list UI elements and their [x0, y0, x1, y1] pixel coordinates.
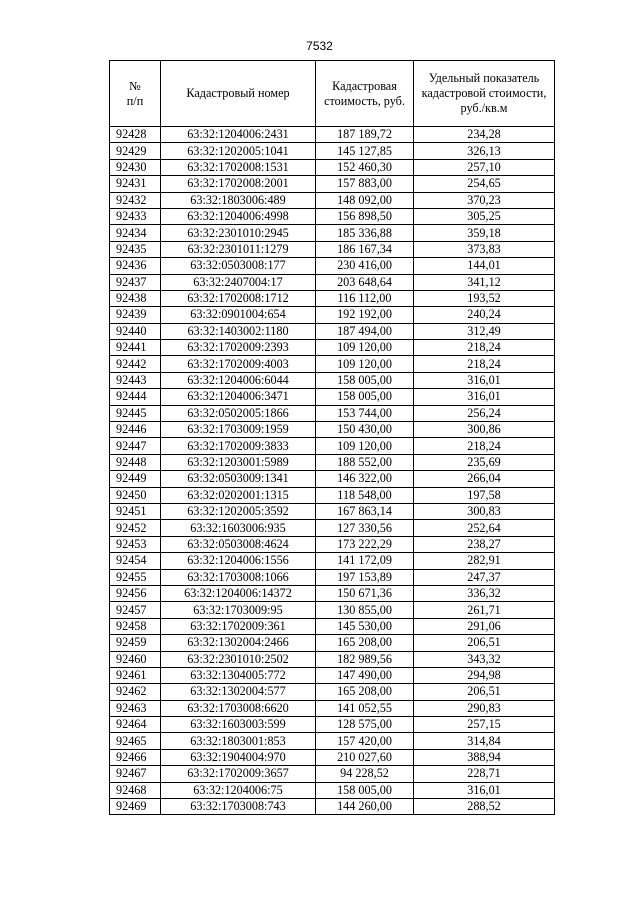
- cadastral-cost-cell: 173 222,29: [316, 536, 414, 552]
- table-row: [110, 749, 555, 765]
- cadastral-number-cell: 63:32:1304005:772: [161, 667, 316, 683]
- cadastral-number-cell: 63:32:1702008:1712: [161, 290, 316, 306]
- cadastral-number-cell: 63:32:1302004:577: [161, 684, 316, 700]
- table-row: [110, 520, 555, 536]
- specific-cost-cell: 256,24: [414, 405, 555, 421]
- cadastral-cost-cell: 210 027,60: [316, 749, 414, 765]
- row-number-cell: 92456: [110, 585, 161, 601]
- row-number-cell: 92466: [110, 749, 161, 765]
- specific-cost-cell: 193,52: [414, 290, 555, 306]
- row-number-cell: 92449: [110, 471, 161, 487]
- cadastral-cost-cell: 152 460,30: [316, 159, 414, 175]
- cadastral-cost-cell: 109 120,00: [316, 438, 414, 454]
- specific-cost-cell: 218,24: [414, 340, 555, 356]
- cadastral-number-cell: 63:32:1204006:1556: [161, 553, 316, 569]
- specific-cost-cell: 314,84: [414, 733, 555, 749]
- cadastral-number-cell: 63:32:1204006:6044: [161, 372, 316, 388]
- header-cadastral-number-label: Кадастровый номер: [186, 86, 290, 100]
- table-row: [110, 536, 555, 552]
- cadastral-cost-cell: 153 744,00: [316, 405, 414, 421]
- cadastral-cost-cell: 146 322,00: [316, 471, 414, 487]
- specific-cost-cell: 316,01: [414, 782, 555, 798]
- specific-cost-cell: 305,25: [414, 208, 555, 224]
- specific-cost-cell: 316,01: [414, 372, 555, 388]
- cadastral-cost-cell: 141 052,55: [316, 700, 414, 716]
- cadastral-number-cell: 63:32:1803001:853: [161, 733, 316, 749]
- cadastral-number-cell: 63:32:1302004:2466: [161, 635, 316, 651]
- row-number-cell: 92444: [110, 389, 161, 405]
- row-number-cell: 92462: [110, 684, 161, 700]
- row-number-cell: 92435: [110, 241, 161, 257]
- specific-cost-cell: 247,37: [414, 569, 555, 585]
- cadastral-cost-cell: 130 855,00: [316, 602, 414, 618]
- table-row: [110, 487, 555, 503]
- specific-cost-cell: 261,71: [414, 602, 555, 618]
- row-number-cell: 92439: [110, 307, 161, 323]
- table-row: [110, 651, 555, 667]
- table-row: [110, 143, 555, 159]
- cadastral-number-cell: 63:32:1703008:6620: [161, 700, 316, 716]
- header-specific-cost: [414, 61, 555, 127]
- table-row: [110, 503, 555, 519]
- specific-cost-cell: 291,06: [414, 618, 555, 634]
- page-number: 7532: [306, 39, 333, 53]
- cadastral-number-cell: 63:32:0503009:1341: [161, 471, 316, 487]
- specific-cost-cell: 234,28: [414, 127, 555, 143]
- row-number-cell: 92437: [110, 274, 161, 290]
- specific-cost-cell: 316,01: [414, 389, 555, 405]
- cadastral-cost-cell: 158 005,00: [316, 389, 414, 405]
- cadastral-number-cell: 63:32:1702008:2001: [161, 176, 316, 192]
- cadastral-number-cell: 63:32:0202001:1315: [161, 487, 316, 503]
- specific-cost-cell: 282,91: [414, 553, 555, 569]
- row-number-cell: 92438: [110, 290, 161, 306]
- header-row-number-label: № п/п: [126, 78, 144, 108]
- cadastral-cost-cell: 182 989,56: [316, 651, 414, 667]
- specific-cost-cell: 388,94: [414, 749, 555, 765]
- table-row: [110, 176, 555, 192]
- row-number-cell: 92460: [110, 651, 161, 667]
- cadastral-cost-cell: 156 898,50: [316, 208, 414, 224]
- row-number-cell: 92432: [110, 192, 161, 208]
- cadastral-cost-cell: 145 127,85: [316, 143, 414, 159]
- table-row: [110, 422, 555, 438]
- cadastral-number-cell: 63:32:1702009:3833: [161, 438, 316, 454]
- specific-cost-cell: 290,83: [414, 700, 555, 716]
- specific-cost-cell: 373,83: [414, 241, 555, 257]
- specific-cost-cell: 257,15: [414, 717, 555, 733]
- row-number-cell: 92452: [110, 520, 161, 536]
- cadastral-cost-cell: 145 530,00: [316, 618, 414, 634]
- row-number-cell: 92458: [110, 618, 161, 634]
- row-number-cell: 92448: [110, 454, 161, 470]
- table-row: [110, 684, 555, 700]
- table-row: [110, 717, 555, 733]
- cadastral-number-cell: 63:32:1702009:2393: [161, 340, 316, 356]
- row-number-cell: 92459: [110, 635, 161, 651]
- specific-cost-cell: 266,04: [414, 471, 555, 487]
- cadastral-number-cell: 63:32:1702009:3657: [161, 766, 316, 782]
- specific-cost-cell: 218,24: [414, 356, 555, 372]
- specific-cost-cell: 206,51: [414, 684, 555, 700]
- cadastral-number-cell: 63:32:1702009:4003: [161, 356, 316, 372]
- table-row: [110, 471, 555, 487]
- specific-cost-cell: 254,65: [414, 176, 555, 192]
- row-number-cell: 92451: [110, 503, 161, 519]
- cadastral-cost-cell: 158 005,00: [316, 782, 414, 798]
- row-number-cell: 92441: [110, 340, 161, 356]
- table-row: [110, 356, 555, 372]
- cadastral-cost-cell: 150 430,00: [316, 422, 414, 438]
- cadastral-cost-cell: 141 172,09: [316, 553, 414, 569]
- table-row: [110, 569, 555, 585]
- cadastral-cost-cell: 185 336,88: [316, 225, 414, 241]
- cadastral-number-cell: 63:32:1703008:743: [161, 799, 316, 815]
- row-number-cell: 92447: [110, 438, 161, 454]
- cadastral-cost-cell: 109 120,00: [316, 356, 414, 372]
- row-number-cell: 92465: [110, 733, 161, 749]
- table-row: [110, 307, 555, 323]
- cadastral-number-cell: 63:32:2301011:1279: [161, 241, 316, 257]
- specific-cost-cell: 228,71: [414, 766, 555, 782]
- cadastral-number-cell: 63:32:2301010:2945: [161, 225, 316, 241]
- cadastral-number-cell: 63:32:0901004:654: [161, 307, 316, 323]
- cadastral-number-cell: 63:32:0502005:1866: [161, 405, 316, 421]
- table-row: [110, 159, 555, 175]
- specific-cost-cell: 197,58: [414, 487, 555, 503]
- cadastral-cost-cell: 197 153,89: [316, 569, 414, 585]
- cadastral-number-cell: 63:32:1203001:5989: [161, 454, 316, 470]
- row-number-cell: 92429: [110, 143, 161, 159]
- specific-cost-cell: 206,51: [414, 635, 555, 651]
- cadastral-cost-cell: 230 416,00: [316, 258, 414, 274]
- table-row: [110, 618, 555, 634]
- header-cadastral-cost: [316, 61, 414, 127]
- table-header-row: [110, 61, 555, 127]
- specific-cost-cell: 341,12: [414, 274, 555, 290]
- cadastral-number-cell: 63:32:1702009:361: [161, 618, 316, 634]
- header-cadastral-number: [161, 61, 316, 127]
- cadastral-cost-cell: 165 208,00: [316, 684, 414, 700]
- row-number-cell: 92469: [110, 799, 161, 815]
- table-row: [110, 340, 555, 356]
- cadastral-cost-cell: 109 120,00: [316, 340, 414, 356]
- specific-cost-cell: 288,52: [414, 799, 555, 815]
- cadastral-cost-cell: 118 548,00: [316, 487, 414, 503]
- cadastral-cost-cell: 127 330,56: [316, 520, 414, 536]
- row-number-cell: 92428: [110, 127, 161, 143]
- specific-cost-cell: 294,98: [414, 667, 555, 683]
- row-number-cell: 92443: [110, 372, 161, 388]
- table-row: [110, 372, 555, 388]
- table-row: [110, 782, 555, 798]
- table-row: [110, 225, 555, 241]
- cadastral-number-cell: 63:32:1603006:935: [161, 520, 316, 536]
- table-row: [110, 323, 555, 339]
- row-number-cell: 92436: [110, 258, 161, 274]
- table-row: [110, 553, 555, 569]
- specific-cost-cell: 240,24: [414, 307, 555, 323]
- specific-cost-cell: 343,32: [414, 651, 555, 667]
- table-row: [110, 585, 555, 601]
- row-number-cell: 92457: [110, 602, 161, 618]
- table-row: [110, 389, 555, 405]
- cadastral-cost-cell: 187 494,00: [316, 323, 414, 339]
- table-row: [110, 635, 555, 651]
- specific-cost-cell: 238,27: [414, 536, 555, 552]
- cadastral-number-cell: 63:32:1204006:2431: [161, 127, 316, 143]
- specific-cost-cell: 300,86: [414, 422, 555, 438]
- table-row: [110, 602, 555, 618]
- cadastral-number-cell: 63:32:1204006:14372: [161, 585, 316, 601]
- cadastral-number-cell: 63:32:1702008:1531: [161, 159, 316, 175]
- cadastral-number-cell: 63:32:1703009:1959: [161, 422, 316, 438]
- cadastral-number-cell: 63:32:1204006:4998: [161, 208, 316, 224]
- header-cadastral-cost-label: Кадастровая стоимость, руб.: [324, 78, 405, 108]
- table-row: [110, 454, 555, 470]
- table-row: [110, 274, 555, 290]
- row-number-cell: 92461: [110, 667, 161, 683]
- header-row-number: [110, 61, 161, 127]
- table-row: [110, 258, 555, 274]
- cadastral-cost-cell: 165 208,00: [316, 635, 414, 651]
- cadastral-cost-cell: 147 490,00: [316, 667, 414, 683]
- cadastral-cost-cell: 148 092,00: [316, 192, 414, 208]
- cadastral-cost-cell: 116 112,00: [316, 290, 414, 306]
- specific-cost-cell: 312,49: [414, 323, 555, 339]
- row-number-cell: 92453: [110, 536, 161, 552]
- row-number-cell: 92431: [110, 176, 161, 192]
- cadastral-number-cell: 63:32:1204006:3471: [161, 389, 316, 405]
- cadastral-cost-cell: 128 575,00: [316, 717, 414, 733]
- row-number-cell: 92430: [110, 159, 161, 175]
- cadastral-number-cell: 63:32:2407004:17: [161, 274, 316, 290]
- table-body: [110, 127, 555, 815]
- specific-cost-cell: 370,23: [414, 192, 555, 208]
- cadastral-table: [109, 60, 555, 815]
- specific-cost-cell: 218,24: [414, 438, 555, 454]
- table-row: [110, 127, 555, 143]
- cadastral-number-cell: 63:32:1703008:1066: [161, 569, 316, 585]
- cadastral-cost-cell: 158 005,00: [316, 372, 414, 388]
- row-number-cell: 92442: [110, 356, 161, 372]
- specific-cost-cell: 326,13: [414, 143, 555, 159]
- cadastral-cost-cell: 188 552,00: [316, 454, 414, 470]
- row-number-cell: 92433: [110, 208, 161, 224]
- specific-cost-cell: 235,69: [414, 454, 555, 470]
- specific-cost-cell: 257,10: [414, 159, 555, 175]
- row-number-cell: 92463: [110, 700, 161, 716]
- cadastral-number-cell: 63:32:1703009:95: [161, 602, 316, 618]
- cadastral-cost-cell: 157 883,00: [316, 176, 414, 192]
- cadastral-number-cell: 63:32:2301010:2502: [161, 651, 316, 667]
- header-specific-cost-label: Удельный показатель кадастровой стоимости, руб./кв.м: [421, 71, 547, 115]
- cadastral-cost-cell: 150 671,36: [316, 585, 414, 601]
- cadastral-number-cell: 63:32:1204006:75: [161, 782, 316, 798]
- table-row: [110, 700, 555, 716]
- table-row: [110, 405, 555, 421]
- cadastral-number-cell: 63:32:1202005:1041: [161, 143, 316, 159]
- specific-cost-cell: 144,01: [414, 258, 555, 274]
- cadastral-cost-cell: 187 189,72: [316, 127, 414, 143]
- table-row: [110, 667, 555, 683]
- row-number-cell: 92446: [110, 422, 161, 438]
- row-number-cell: 92434: [110, 225, 161, 241]
- cadastral-number-cell: 63:32:1403002:1180: [161, 323, 316, 339]
- cadastral-number-cell: 63:32:1904004:970: [161, 749, 316, 765]
- row-number-cell: 92467: [110, 766, 161, 782]
- cadastral-cost-cell: 192 192,00: [316, 307, 414, 323]
- cadastral-cost-cell: 167 863,14: [316, 503, 414, 519]
- cadastral-cost-cell: 186 167,34: [316, 241, 414, 257]
- table-row: [110, 766, 555, 782]
- cadastral-number-cell: 63:32:1603003:599: [161, 717, 316, 733]
- cadastral-cost-cell: 157 420,00: [316, 733, 414, 749]
- cadastral-number-cell: 63:32:1202005:3592: [161, 503, 316, 519]
- row-number-cell: 92450: [110, 487, 161, 503]
- table-row: [110, 192, 555, 208]
- cadastral-cost-cell: 203 648,64: [316, 274, 414, 290]
- table-row: [110, 438, 555, 454]
- table-row: [110, 241, 555, 257]
- row-number-cell: 92455: [110, 569, 161, 585]
- specific-cost-cell: 336,32: [414, 585, 555, 601]
- row-number-cell: 92464: [110, 717, 161, 733]
- table-row: [110, 799, 555, 815]
- cadastral-number-cell: 63:32:0503008:177: [161, 258, 316, 274]
- specific-cost-cell: 359,18: [414, 225, 555, 241]
- table-row: [110, 733, 555, 749]
- specific-cost-cell: 300,83: [414, 503, 555, 519]
- table-row: [110, 290, 555, 306]
- row-number-cell: 92468: [110, 782, 161, 798]
- specific-cost-cell: 252,64: [414, 520, 555, 536]
- cadastral-cost-cell: 144 260,00: [316, 799, 414, 815]
- cadastral-number-cell: 63:32:0503008:4624: [161, 536, 316, 552]
- cadastral-number-cell: 63:32:1803006:489: [161, 192, 316, 208]
- row-number-cell: 92440: [110, 323, 161, 339]
- row-number-cell: 92454: [110, 553, 161, 569]
- row-number-cell: 92445: [110, 405, 161, 421]
- table-row: [110, 208, 555, 224]
- cadastral-cost-cell: 94 228,52: [316, 766, 414, 782]
